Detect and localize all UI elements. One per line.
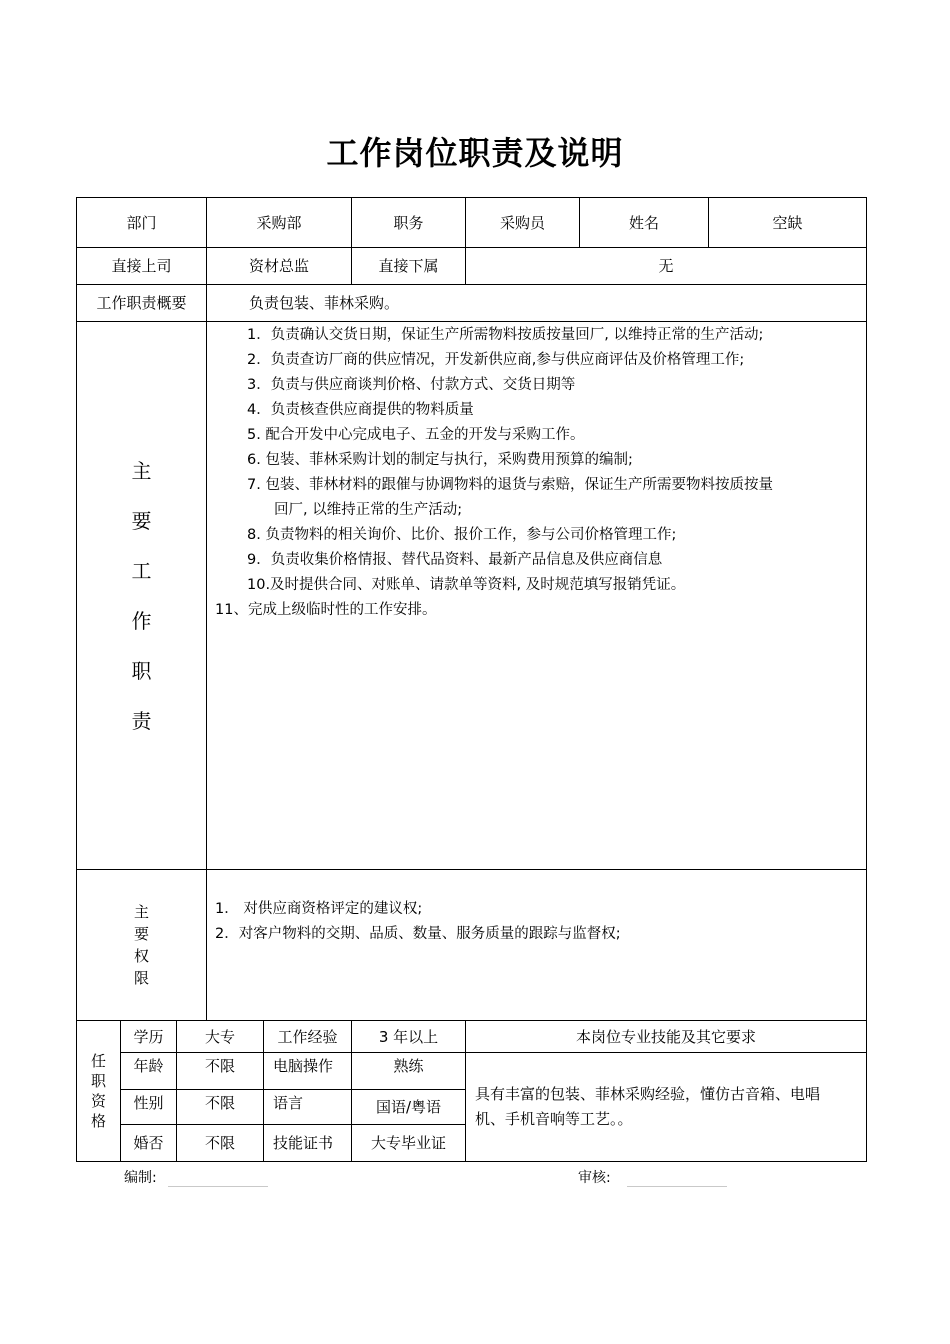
qualifications-label — [76, 1020, 121, 1162]
dept-value: 采购部 — [206, 197, 352, 248]
qualifications-char: 任 — [90, 1052, 106, 1070]
main-duties-char: 工 — [131, 558, 152, 583]
main-duties-label — [76, 321, 207, 870]
authority-char: 权 — [133, 947, 149, 965]
duty-item: 8. 负责物料的相关询价、比价、报价工作，参与公司价格管理工作; — [247, 527, 677, 543]
reviewed-by-label: 审核: — [578, 1170, 611, 1186]
main-duties-char: 要 — [131, 508, 152, 533]
summary-value: 负责包装、菲林采购。 — [206, 284, 867, 322]
qual-value: 不限 — [176, 1052, 264, 1090]
qual-key: 性别 — [120, 1089, 177, 1125]
skills-header: 本岗位专业技能及其它要求 — [465, 1020, 867, 1053]
reviewed-by-line[interactable] — [627, 1186, 727, 1187]
main-duties-list — [206, 321, 867, 870]
duty-item: 11、完成上级临时性的工作安排。 — [215, 602, 437, 618]
qual-key: 工作经验 — [263, 1020, 352, 1053]
supervisor-label: 直接上司 — [76, 247, 207, 285]
qualifications-char: 资 — [90, 1092, 106, 1110]
qual-value: 国语/粤语 — [351, 1089, 466, 1125]
authority-list — [206, 869, 867, 1021]
duty-item: 1．负责确认交货日期，保证生产所需物料按质按量回厂, 以维持正常的生产活动; — [247, 327, 764, 343]
authority-char: 限 — [133, 969, 149, 987]
page-title: 工作岗位职责及说明 — [326, 134, 624, 172]
duty-item: 9．负责收集价格情报、替代品资料、最新产品信息及供应商信息 — [247, 552, 663, 568]
duty-item: 6. 包装、菲林采购计划的制定与执行，采购费用预算的编制; — [247, 452, 633, 468]
name-value: 空缺 — [708, 197, 867, 248]
duty-item: 2．负责查访厂商的供应情况，开发新供应商,参与供应商评估及价格管理工作; — [247, 352, 745, 368]
prepared-by-label: 编制: — [124, 1170, 157, 1186]
prepared-by-line[interactable] — [168, 1186, 268, 1187]
qual-value: 3 年以上 — [351, 1020, 466, 1053]
duty-item: 10.及时提供合同、对账单、请款单等资料, 及时规范填写报销凭证。 — [247, 577, 686, 593]
qualifications-char: 职 — [90, 1072, 106, 1090]
qual-value: 大专 — [176, 1020, 264, 1053]
position-label: 职务 — [351, 197, 466, 248]
main-duties-char: 职 — [131, 658, 152, 683]
subordinate-value: 无 — [465, 247, 867, 285]
summary-label: 工作职责概要 — [76, 284, 207, 322]
main-duties-char: 作 — [131, 608, 152, 633]
qual-value: 大专毕业证 — [351, 1124, 466, 1162]
main-duties-char: 责 — [131, 708, 152, 733]
qual-key: 年龄 — [120, 1052, 177, 1090]
supervisor-value: 资材总监 — [206, 247, 352, 285]
subordinate-label: 直接下属 — [351, 247, 466, 285]
qual-key: 语言 — [263, 1089, 352, 1125]
name-label: 姓名 — [579, 197, 709, 248]
duty-item-continuation: 回厂, 以维持正常的生产活动; — [274, 502, 463, 518]
qual-key: 婚否 — [120, 1124, 177, 1162]
qual-key: 学历 — [120, 1020, 177, 1053]
authority-item: 2．对客户物料的交期、品质、数量、服务质量的跟踪与监督权; — [215, 926, 621, 942]
dept-label: 部门 — [76, 197, 207, 248]
duty-item: 3．负责与供应商谈判价格、付款方式、交货日期等 — [247, 377, 576, 393]
main-duties-char: 主 — [131, 458, 152, 483]
authority-label — [76, 869, 207, 1021]
authority-item: 1． 对供应商资格评定的建议权; — [215, 901, 423, 917]
authority-char: 要 — [133, 925, 149, 943]
qual-value: 熟练 — [351, 1052, 466, 1090]
skills-text: 具有丰富的包装、菲林采购经验，懂仿古音箱、电唱机、手机音响等工艺。。 — [465, 1052, 867, 1162]
position-value: 采购员 — [465, 197, 580, 248]
duty-item: 4．负责核查供应商提供的物料质量 — [247, 402, 474, 418]
qual-value: 不限 — [176, 1124, 264, 1162]
authority-char: 主 — [133, 903, 149, 921]
qual-value: 不限 — [176, 1089, 264, 1125]
duty-item: 5. 配合开发中心完成电子、五金的开发与采购工作。 — [247, 427, 585, 443]
qual-key: 技能证书 — [263, 1124, 352, 1162]
qualifications-char: 格 — [90, 1112, 106, 1130]
duty-item: 7. 包装、菲林材料的跟催与协调物料的退货与索赔，保证生产所需要物料按质按量 — [247, 477, 773, 493]
qual-key: 电脑操作 — [263, 1052, 352, 1090]
